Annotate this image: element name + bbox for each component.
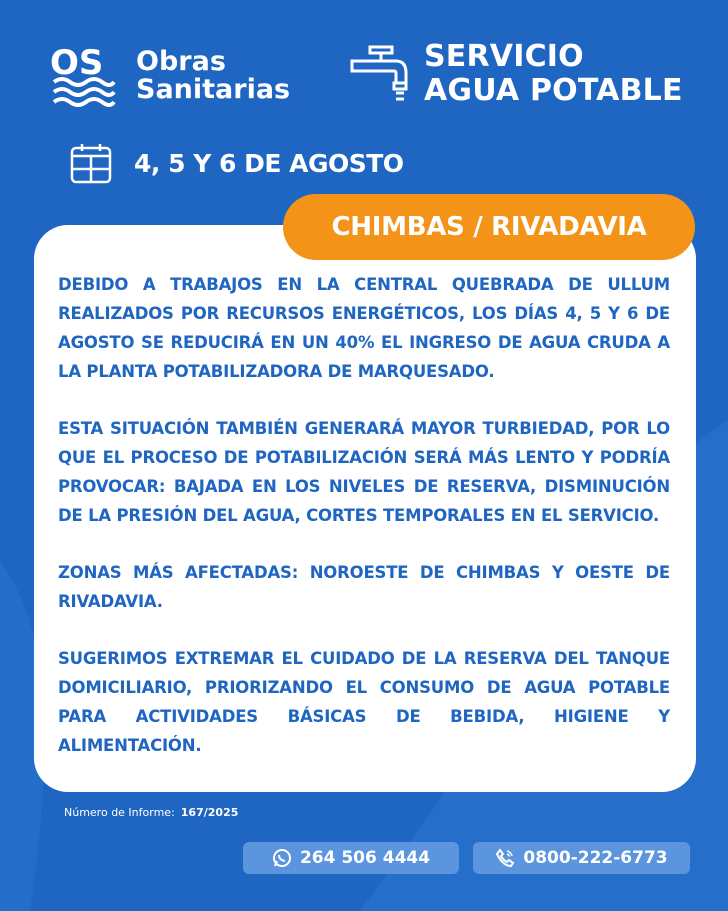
svg-text:OS: OS: [50, 43, 104, 83]
brand-name: [136, 48, 290, 104]
phone-icon: [495, 848, 515, 868]
brand-line2: Sanitarias: [136, 74, 291, 105]
report-number: [64, 806, 238, 819]
date-text: 4, 5 Y 6 DE AGOSTO: [134, 148, 404, 178]
service-line1: SERVICIO: [424, 39, 584, 74]
paragraph-4: SUGERIMOS EXTREMAR EL CUIDADO DE LA RESERVA DEL TANQUE DOMICILIARIO, PRIORIZANDO EL CONSUMO DE AGUA POTABLE PARA ACTIVIDADES BÁSICAS DE BEBIDA, HIGIENE Y ALIMENTACIÓN.: [58, 649, 670, 755]
brand-logo: [50, 42, 290, 110]
whatsapp-icon: [272, 848, 292, 868]
calendar-icon: [70, 142, 112, 184]
whatsapp-number: 264 506 4444: [299, 848, 431, 868]
phone-contact[interactable]: [473, 842, 690, 874]
report-label: Número de Informe:: [64, 806, 175, 819]
os-logo-icon: [50, 42, 118, 110]
paragraph-3: ZONAS MÁS AFECTADAS: NOROESTE DE CHIMBAS Y OESTE DE RIVADAVIA.: [58, 563, 670, 611]
paragraph-2: ESTA SITUACIÓN TAMBIÉN GENERARÁ MAYOR TURBIEDAD, POR LO QUE EL PROCESO DE POTABILIZACIÓN SERÁ MÁS LENTO Y PODRÍA PROVOCAR: BAJADA EN LOS NIVELES DE RESERVA, DISMINUCIÓN DE LA PRESIÓN DEL AGUA, CORTES TEMPORALES EN EL SERVICIO.: [58, 419, 670, 525]
service-header: [350, 40, 683, 108]
date-row: [70, 142, 404, 184]
report-value: 167/2025: [180, 806, 239, 819]
whatsapp-contact[interactable]: [243, 842, 459, 874]
faucet-icon: [350, 43, 410, 105]
paragraph-1: DEBIDO A TRABAJOS EN LA CENTRAL QUEBRADA DE ULLUM REALIZADOS POR RECURSOS ENERGÉTICOS, LOS DÍAS 4, 5 Y 6 DE AGOSTO SE REDUCIRÁ EN UN 40% EL INGRESO DE AGUA CRUDA A LA PLANTA POTABILIZADORA DE MARQUESADO.: [58, 275, 670, 381]
service-line2: AGUA POTABLE: [424, 73, 683, 108]
brand-line1: Obras: [136, 46, 226, 77]
zone-tab: CHIMBAS / RIVADAVIA: [283, 194, 695, 260]
notice-body: [58, 270, 670, 788]
service-title: [424, 40, 683, 108]
phone-number: 0800-222-6773: [523, 848, 668, 868]
